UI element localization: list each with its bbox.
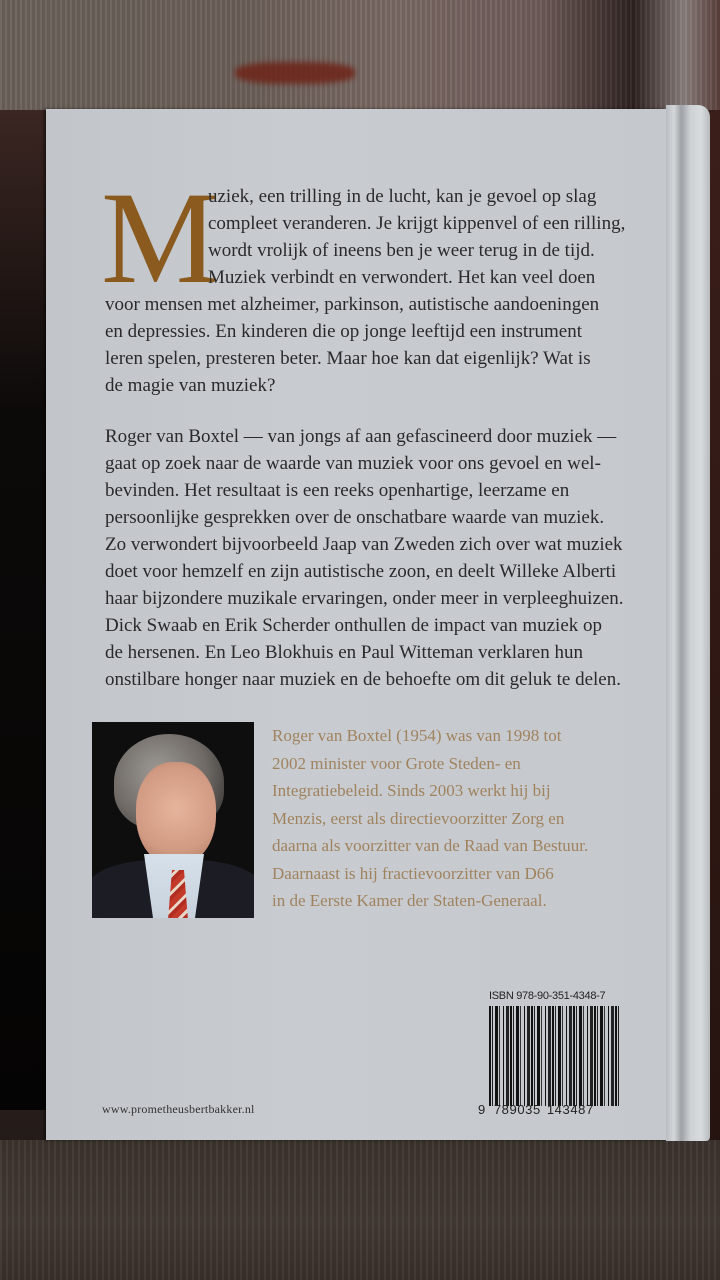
intro-line: compleet veranderen. Je krijgt kippenvel of een rilling, bbox=[208, 213, 626, 234]
barcode-group-1: 789035 bbox=[493, 1102, 541, 1117]
summary-line: Zo verwondert bijvoorbeeld Jaap van Zweden zich over wat muziek bbox=[105, 534, 623, 555]
intro-paragraph bbox=[105, 183, 665, 399]
summary-line: Roger van Boxtel — van jongs af aan gefascineerd door muziek — bbox=[105, 426, 617, 447]
author-photo bbox=[92, 722, 254, 918]
summary-line: gaat op zoek naar de waarde van muziek voor ons gevoel en wel- bbox=[105, 453, 601, 474]
bio-line: Roger van Boxtel (1954) was van 1998 tot bbox=[272, 726, 562, 745]
bio-line: daarna als voorzitter van de Raad van Bestuur. bbox=[272, 836, 589, 855]
summary-paragraph bbox=[105, 423, 665, 693]
barcode-icon bbox=[489, 1006, 620, 1106]
drop-cap-letter: M bbox=[101, 164, 217, 311]
rug-background-bottom bbox=[0, 1140, 720, 1280]
intro-line: uziek, een trilling in de lucht, kan je gevoel op slag bbox=[208, 186, 597, 207]
author-bio bbox=[272, 722, 672, 915]
barcode-lead-digit: 9 bbox=[478, 1102, 486, 1117]
photo-face bbox=[136, 762, 216, 866]
intro-line: Muziek verbindt en verwondert. Het kan veel doen bbox=[208, 267, 596, 288]
summary-line: doet voor hemzelf en zijn autistische zoon, en deelt Willeke Alberti bbox=[105, 561, 617, 582]
intro-line: en depressies. En kinderen die op jonge leeftijd een instrument bbox=[105, 321, 582, 342]
summary-line: haar bijzondere muzikale ervaringen, onder meer in verpleeghuizen. bbox=[105, 588, 624, 609]
summary-line: Dick Swaab en Erik Scherder onthullen de impact van muziek op bbox=[105, 615, 603, 636]
rug-background-top bbox=[0, 0, 720, 110]
bio-line: Daarnaast is hij fractievoorzitter van D66 bbox=[272, 863, 554, 883]
bio-line: in de Eerste Kamer der Staten-Generaal. bbox=[272, 891, 547, 910]
intro-line: leren spelen, presteren beter. Maar hoe kan dat eigenlijk? Wat is bbox=[105, 348, 591, 369]
summary-line: persoonlijke gesprekken over de onschatbare waarde van muziek. bbox=[105, 507, 605, 528]
intro-line: wordt vrolijk of ineens ben je weer terug in de tijd. bbox=[208, 240, 595, 261]
publisher-website: www.prometheusbertbakker.nl bbox=[102, 1102, 255, 1116]
barcode-group-2: 143487 bbox=[546, 1102, 594, 1117]
summary-line: bevinden. Het resultaat is een reeks openhartige, leerzame en bbox=[105, 480, 570, 501]
intro-line: voor mensen met alzheimer, parkinson, autistische aandoeningen bbox=[105, 294, 600, 315]
rug-background-left bbox=[0, 110, 46, 1110]
summary-line: onstilbare honger naar muziek en de behoefte om dit geluk te delen. bbox=[105, 669, 621, 690]
book-spine-edge bbox=[666, 105, 710, 1141]
intro-line: de magie van muziek? bbox=[105, 375, 276, 396]
bio-line: Menzis, eerst als directievoorzitter Zorg en bbox=[272, 808, 565, 828]
rug-pattern-stripe bbox=[235, 62, 355, 84]
barcode-digits bbox=[478, 1102, 638, 1117]
summary-line: de hersenen. En Leo Blokhuis en Paul Witteman verklaren hun bbox=[105, 642, 583, 663]
bio-line: Integratiebeleid. Sinds 2003 werkt hij bij bbox=[272, 781, 551, 800]
bio-line: 2002 minister voor Grote Steden- en bbox=[272, 753, 521, 773]
isbn-label: ISBN 978-90-351-4348-7 bbox=[489, 990, 606, 1002]
